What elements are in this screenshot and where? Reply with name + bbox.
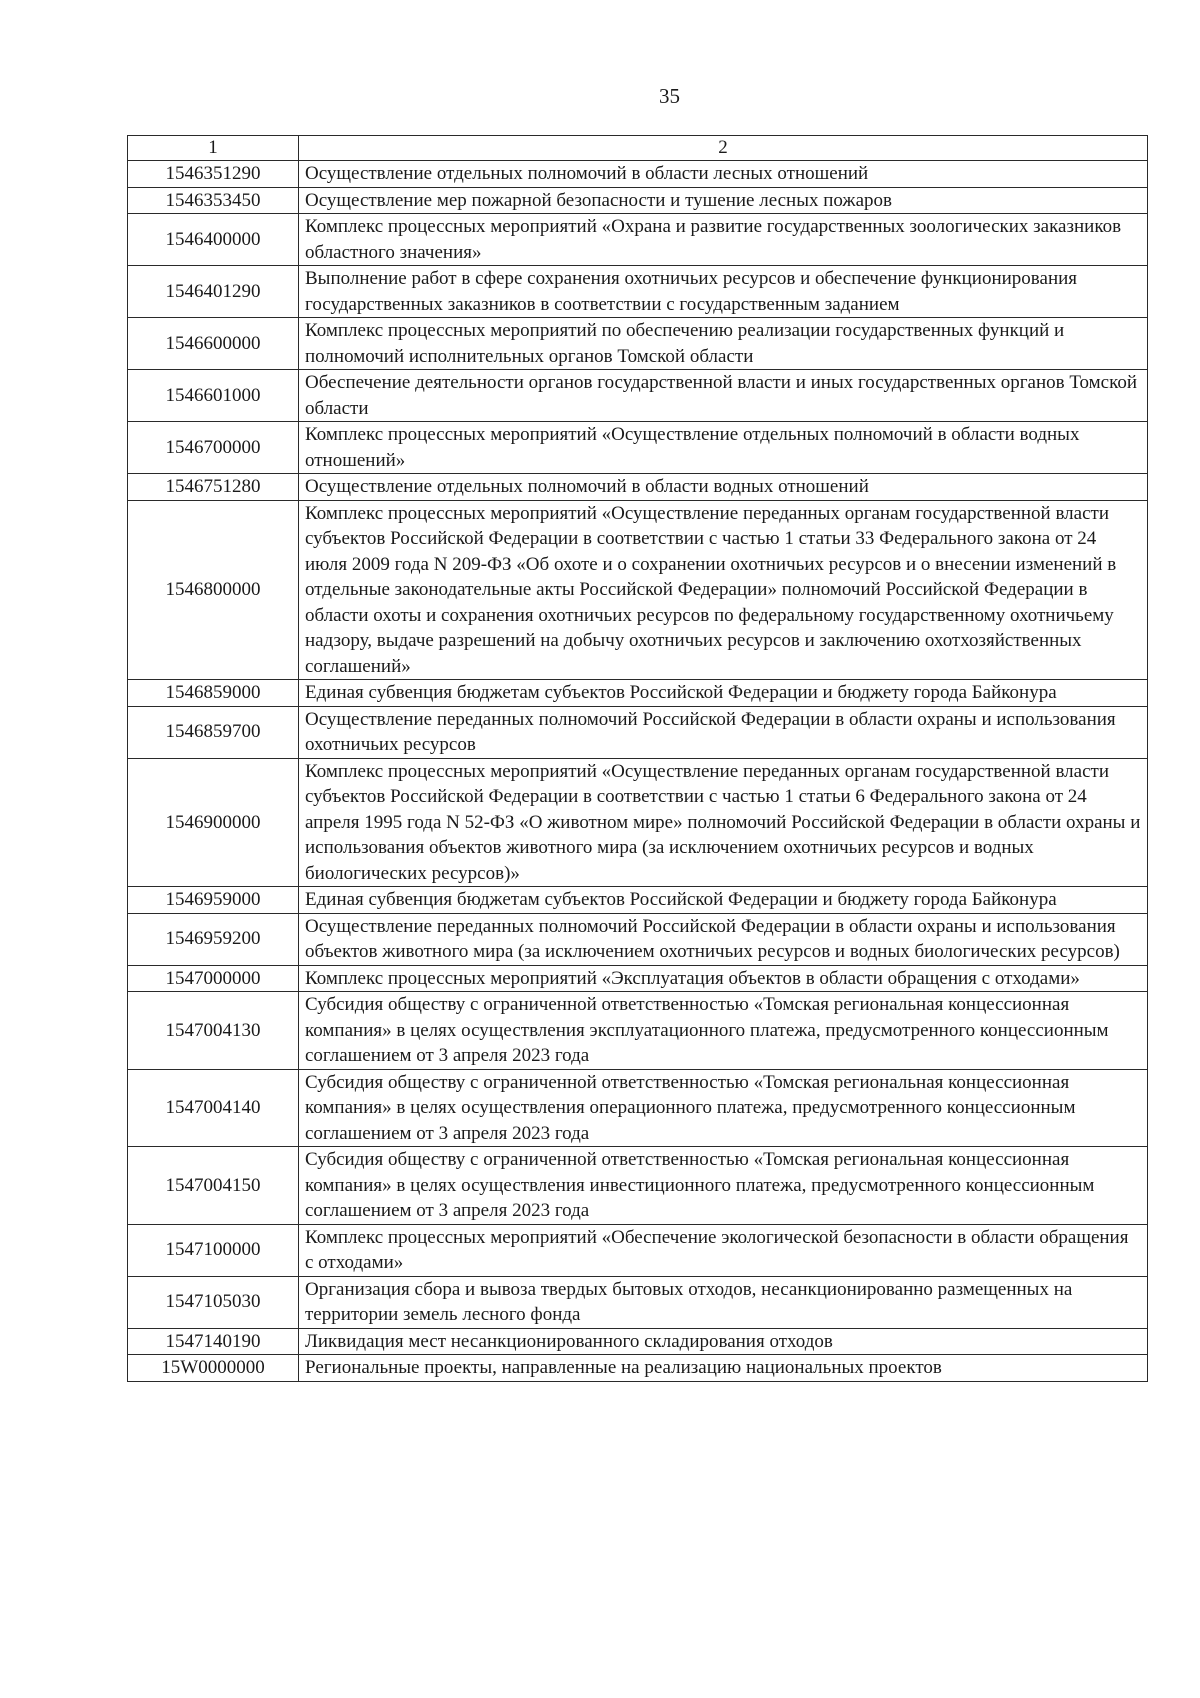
page-number: 35 (659, 84, 680, 108)
row-code: 1546700000 (128, 422, 299, 474)
row-code: 1546600000 (128, 318, 299, 370)
row-code: 1547105030 (128, 1276, 299, 1328)
row-code: 1547100000 (128, 1224, 299, 1276)
row-description: Комплекс процессных мероприятий «Осуществление переданных органам государственной власти субъектов Российской Федерации в соответствии с частью 1 статьи 6 Федерального закона от 24 апреля 1995 года N 52-ФЗ «О животном мире» полномочий Российской Федерации в области охраны и использования объектов животного мира (за исключением охотничьих ресурсов и водных биологических ресурсов)» (299, 758, 1148, 887)
row-code: 15W0000000 (128, 1355, 299, 1382)
table-row (128, 422, 1148, 474)
table-row (128, 318, 1148, 370)
row-description: Субсидия обществу с ограниченной ответственностью «Томская региональная концессионная компания» в целях осуществления операционного платежа, предусмотренного концессионным соглашением от 3 апреля 2023 года (299, 1069, 1148, 1147)
row-code: 1546959200 (128, 913, 299, 965)
row-description: Комплекс процессных мероприятий по обеспечению реализации государственных функций и полномочий исполнительных органов Томской области (299, 318, 1148, 370)
row-code: 1546859000 (128, 680, 299, 707)
table-row (128, 370, 1148, 422)
row-description: Осуществление мер пожарной безопасности и тушение лесных пожаров (299, 187, 1148, 214)
row-description: Обеспечение деятельности органов государственной власти и иных государственных органов Томской области (299, 370, 1148, 422)
row-code: 1546353450 (128, 187, 299, 214)
row-description: Субсидия обществу с ограниченной ответственностью «Томская региональная концессионная компания» в целях осуществления эксплуатационного платежа, предусмотренного концессионным соглашением от 3 апреля 2023 года (299, 992, 1148, 1070)
row-description: Организация сбора и вывоза твердых бытовых отходов, несанкционированно размещенных на территории земель лесного фонда (299, 1276, 1148, 1328)
table-row (128, 706, 1148, 758)
row-code: 1546859700 (128, 706, 299, 758)
row-code: 1546800000 (128, 500, 299, 680)
row-code: 1547000000 (128, 965, 299, 992)
table-row (128, 992, 1148, 1070)
table-header-row (128, 136, 1148, 161)
row-code: 1547140190 (128, 1328, 299, 1355)
row-description: Субсидия обществу с ограниченной ответственностью «Томская региональная концессионная компания» в целях осуществления инвестиционного платежа, предусмотренного концессионным соглашением от 3 апреля 2023 года (299, 1147, 1148, 1225)
table-row (128, 1276, 1148, 1328)
row-code: 1546400000 (128, 214, 299, 266)
row-description: Комплекс процессных мероприятий «Охрана и развитие государственных зоологических заказников областного значения» (299, 214, 1148, 266)
row-code: 1546751280 (128, 474, 299, 501)
row-description: Комплекс процессных мероприятий «Осуществление переданных органам государственной власти субъектов Российской Федерации в соответствии с частью 1 статьи 33 Федерального закона от 24 июля 2009 года N 209-ФЗ «Об охоте и о сохранении охотничьих ресурсов и о внесении изменений в отдельные законодательные акты Российской Федерации» полномочий Российской Федерации в области охоты и сохранения охотничьих ресурсов по федеральному государственному охотничьему надзору, выдаче разрешений на добычу охотничьих ресурсов и заключению охотхозяйственных соглашений» (299, 500, 1148, 680)
row-description: Осуществление отдельных полномочий в области лесных отношений (299, 161, 1148, 188)
row-code: 1546601000 (128, 370, 299, 422)
row-code: 1547004130 (128, 992, 299, 1070)
row-code: 1546351290 (128, 161, 299, 188)
row-description: Комплекс процессных мероприятий «Обеспечение экологической безопасности в области обращения с отходами» (299, 1224, 1148, 1276)
row-description: Ликвидация мест несанкционированного складирования отходов (299, 1328, 1148, 1355)
column-header-description: 2 (299, 136, 1148, 161)
row-description: Комплекс процессных мероприятий «Осуществление отдельных полномочий в области водных отношений» (299, 422, 1148, 474)
table-row (128, 1069, 1148, 1147)
table-row (128, 474, 1148, 501)
row-description: Единая субвенция бюджетам субъектов Российской Федерации и бюджету города Байконура (299, 680, 1148, 707)
table-row (128, 887, 1148, 914)
row-code: 1547004140 (128, 1069, 299, 1147)
table-row (128, 913, 1148, 965)
code-table (127, 135, 1148, 1382)
row-description: Осуществление переданных полномочий Российской Федерации в области охраны и использования охотничьих ресурсов (299, 706, 1148, 758)
table-row (128, 266, 1148, 318)
row-description: Комплекс процессных мероприятий «Эксплуатация объектов в области обращения с отходами» (299, 965, 1148, 992)
row-description: Осуществление отдельных полномочий в области водных отношений (299, 474, 1148, 501)
table-row (128, 1328, 1148, 1355)
table-row (128, 680, 1148, 707)
table-row (128, 1355, 1148, 1382)
table-row (128, 758, 1148, 887)
table-row (128, 1224, 1148, 1276)
column-header-code: 1 (128, 136, 299, 161)
row-description: Выполнение работ в сфере сохранения охотничьих ресурсов и обеспечение функционирования государственных заказников в соответствии с государственным заданием (299, 266, 1148, 318)
row-code: 1546900000 (128, 758, 299, 887)
table-row (128, 1147, 1148, 1225)
table-row (128, 214, 1148, 266)
table-row (128, 187, 1148, 214)
row-description: Единая субвенция бюджетам субъектов Российской Федерации и бюджету города Байконура (299, 887, 1148, 914)
table-row (128, 500, 1148, 680)
row-description: Региональные проекты, направленные на реализацию национальных проектов (299, 1355, 1148, 1382)
row-code: 1547004150 (128, 1147, 299, 1225)
row-code: 1546959000 (128, 887, 299, 914)
table-row (128, 965, 1148, 992)
table-row (128, 161, 1148, 188)
row-code: 1546401290 (128, 266, 299, 318)
row-description: Осуществление переданных полномочий Российской Федерации в области охраны и использования объектов животного мира (за исключением охотничьих ресурсов и водных биологических ресурсов) (299, 913, 1148, 965)
